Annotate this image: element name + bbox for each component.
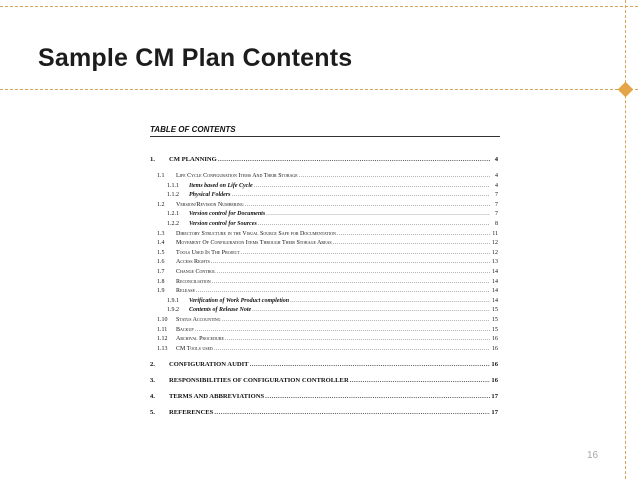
- toc-dot-leader: [218, 156, 490, 163]
- toc-document-image: [145, 119, 507, 419]
- toc-entry: [145, 323, 498, 333]
- toc-entry-page: 17: [491, 392, 498, 400]
- toc-entry: [145, 284, 498, 294]
- toc-entry-page: 16: [491, 376, 498, 384]
- toc-entry: [145, 227, 498, 237]
- toc-entry-page: 14: [492, 269, 498, 275]
- toc-entry-page: 7: [495, 201, 498, 208]
- top-dashed-divider: [0, 6, 638, 7]
- toc-entry-page: 15: [492, 317, 498, 323]
- toc-dot-leader: [265, 393, 490, 400]
- toc-entry-title: Access Rights: [176, 259, 210, 266]
- toc-entry: [145, 374, 498, 384]
- toc-entry-number: 1.2.2: [167, 221, 179, 227]
- toc-entry-number: 1.5: [157, 249, 165, 256]
- toc-entry-title: Verification of Work Product completion: [189, 297, 290, 304]
- toc-entry-page: 17: [491, 408, 498, 416]
- toc-heading-rule: [150, 136, 500, 137]
- toc-entry: [145, 313, 498, 323]
- toc-entry-page: 12: [492, 240, 498, 247]
- toc-entry-page: 4: [494, 156, 498, 163]
- diamond-accent-icon: [618, 82, 634, 98]
- toc-entry-title: RESPONSIBILITIES OF CONFIGURATION CONTROLLER: [169, 376, 349, 384]
- toc-entry-number: 1.9: [157, 288, 165, 295]
- toc-entry-title: Backup: [176, 326, 194, 333]
- toc-entry-number: 1.2.1: [167, 211, 179, 218]
- toc-entry-number: 1.11: [157, 326, 168, 333]
- toc-entry: [145, 179, 498, 189]
- toc-entry: [145, 390, 498, 400]
- toc-entry-title: Movement Of Configuration Items Through Their Storage Areas: [176, 240, 332, 247]
- toc-entry-title: Directory Structure in the Visual Source Safe for Documentation: [176, 230, 336, 237]
- toc-entry-title: Tools Used In The Project: [176, 249, 240, 256]
- toc-entry-number: 1.1.1: [167, 182, 179, 189]
- toc-entry-page: 15: [492, 326, 498, 333]
- toc-entry-title: Status Accounting: [176, 317, 221, 323]
- toc-entry: [145, 294, 498, 304]
- toc-entry-number: 1.2: [157, 201, 165, 208]
- toc-entry-page: 7: [495, 211, 498, 218]
- toc-entry: [145, 303, 498, 313]
- toc-entry-number: 1.1.2: [167, 192, 179, 199]
- toc-entry-title: Physical Folders: [189, 192, 231, 199]
- toc-dot-leader: [214, 346, 490, 352]
- toc-entry: [145, 246, 498, 256]
- toc-entry-title: Version control for Sources: [189, 221, 257, 227]
- toc-entry-number: 1.13: [157, 345, 168, 352]
- toc-entry-number: 1.7: [157, 269, 165, 275]
- toc-dot-leader: [214, 409, 490, 416]
- toc-dot-leader: [250, 361, 490, 368]
- toc-entry-page: 12: [492, 249, 498, 256]
- right-dashed-divider: [625, 0, 626, 479]
- toc-entry-page: 14: [492, 297, 498, 304]
- toc-entry-number: 1.8: [157, 278, 165, 285]
- toc-entry-title: Contents of Release Note: [189, 307, 252, 314]
- toc-dot-leader: [350, 377, 490, 384]
- toc-entry-title: Reconciliation: [176, 278, 211, 285]
- toc-entry: [145, 255, 498, 265]
- toc-entry-page: 15: [492, 307, 498, 314]
- toc-entry-number: 5.: [150, 408, 155, 416]
- toc-entry: [145, 406, 498, 416]
- toc-entry-page: 4: [495, 182, 498, 189]
- toc-entry-title: CM PLANNING: [169, 156, 217, 163]
- toc-entry: [145, 358, 498, 368]
- toc-entry-page: 13: [492, 259, 498, 266]
- toc-entry: [145, 169, 498, 179]
- toc-entry-title: Version control for Documents: [189, 211, 266, 218]
- toc-entry-number: 1.: [150, 156, 155, 163]
- toc-entry-title: Change Control: [176, 269, 216, 275]
- toc-entry: [145, 198, 498, 208]
- toc-entry: [145, 275, 498, 285]
- toc-entry: [145, 217, 498, 227]
- toc-entry-title: CM Tools used: [176, 345, 213, 352]
- toc-entry-number: 1.3: [157, 230, 165, 237]
- toc-entry-title: Release: [176, 288, 195, 295]
- toc-entry-page: 4: [495, 173, 498, 179]
- toc-entry-number: 3.: [150, 376, 155, 384]
- toc-entry-number: 1.6: [157, 259, 165, 266]
- toc-entry-number: 1.9.1: [167, 297, 179, 304]
- toc-entry: [145, 188, 498, 198]
- toc-entry-number: 1.12: [157, 336, 168, 343]
- toc-entry-page: 14: [492, 278, 498, 285]
- toc-entry-page: 16: [492, 336, 498, 343]
- toc-entry-title: Version/Revision Numbering: [176, 201, 244, 208]
- toc-entry-number: 1.9.2: [167, 307, 179, 314]
- toc-entry-title: REFERENCES: [169, 408, 214, 416]
- toc-entry-title: Items based on Life Cycle: [189, 182, 253, 189]
- toc-entry: [145, 153, 498, 163]
- toc-entry-title: Life Cycle Configuration Items And Their Storage: [176, 173, 298, 179]
- toc-entry: [145, 332, 498, 342]
- toc-entry-number: 2.: [150, 360, 155, 368]
- toc-entry-page: 16: [492, 345, 498, 352]
- toc-entry-title: TERMS AND ABBREVIATIONS: [169, 392, 265, 400]
- toc-entry-title: Archival Procedure: [176, 336, 224, 343]
- toc-heading: TABLE OF CONTENTS: [150, 125, 236, 134]
- toc-entry-page: 11: [492, 230, 498, 237]
- toc-entry-title: CONFIGURATION AUDIT: [169, 360, 249, 368]
- toc-entry-page: 7: [495, 192, 498, 199]
- toc-entry-number: 4.: [150, 392, 155, 400]
- toc-entry: [145, 207, 498, 217]
- toc-entry-number: 1.10: [157, 317, 168, 323]
- slide-title: Sample CM Plan Contents: [38, 44, 353, 72]
- toc-entry-page: 14: [492, 288, 498, 295]
- toc-entry-number: 1.4: [157, 240, 165, 247]
- toc-entry: [145, 342, 498, 352]
- toc-entry-page: 16: [491, 360, 498, 368]
- toc-entry: [145, 265, 498, 275]
- toc-entry: [145, 236, 498, 246]
- slide-page-number: 16: [587, 450, 599, 461]
- toc-entry-number: 1.1: [157, 173, 165, 179]
- toc-entry-page: 8: [495, 221, 498, 227]
- title-dashed-divider: [0, 89, 638, 90]
